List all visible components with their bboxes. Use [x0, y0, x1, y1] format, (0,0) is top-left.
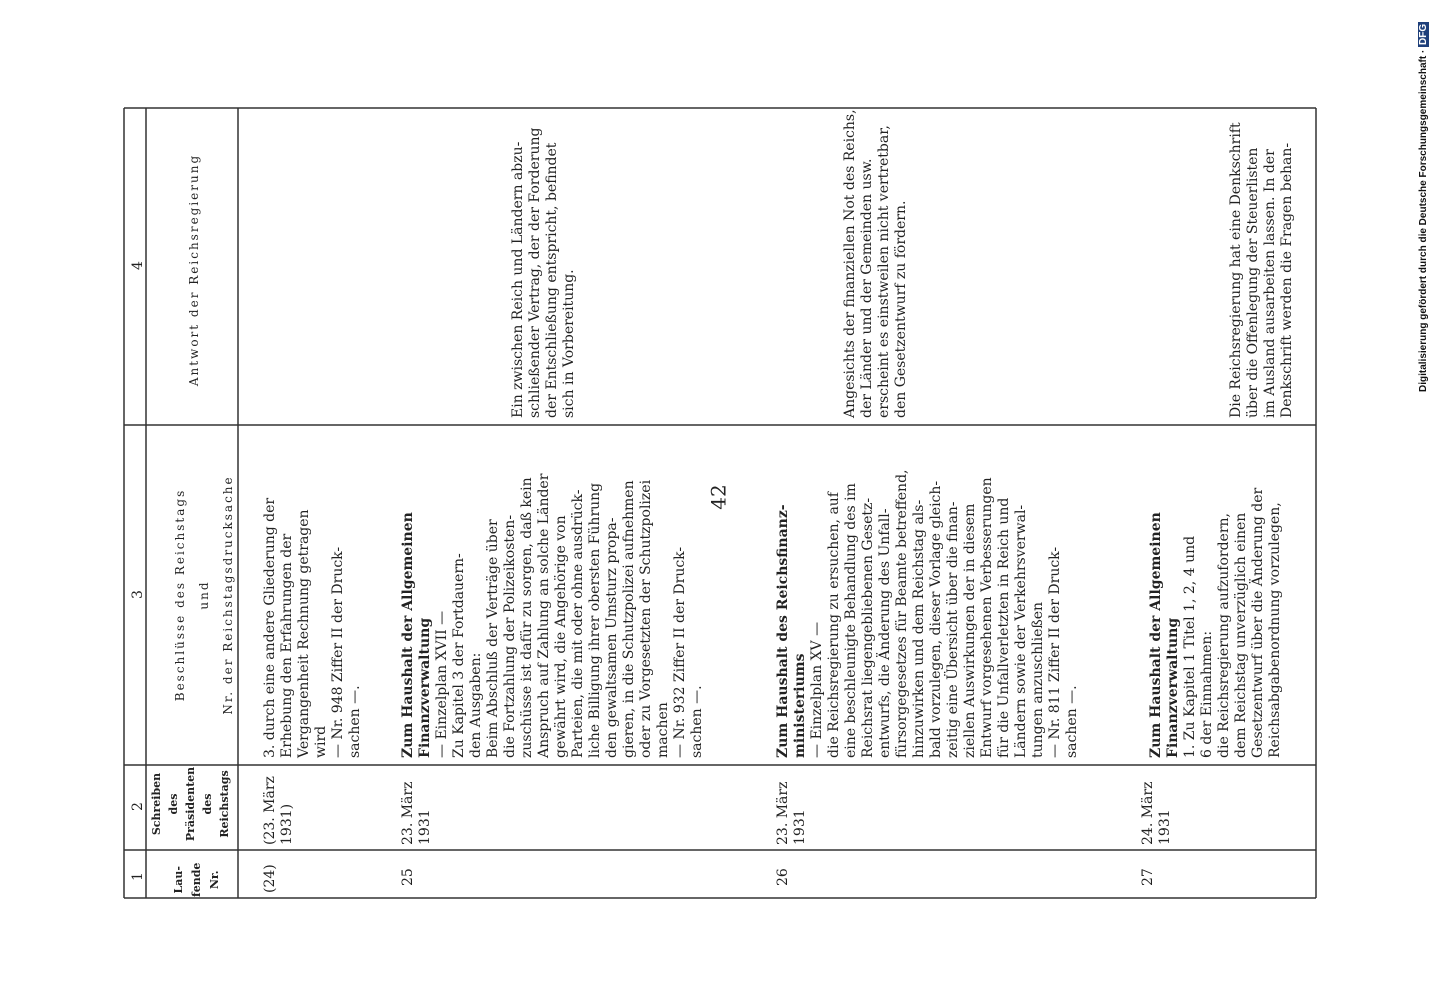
row-25-number: 25 [400, 868, 416, 886]
row-27-answer: Die Reichsregierung hat eine Denkschrift über die Offenlegung der Steuerlisten im Ausland ausarbeiten lassen. In der Denkschrift werden die Fragen behan- [1228, 122, 1295, 418]
col2-header: Schreiben des Präsidenten des Reichstags [150, 766, 231, 842]
row-27-number: 27 [1140, 868, 1156, 886]
col1-header: Lau- fende Nr. [172, 862, 221, 897]
dfg-credit [1418, 22, 1429, 392]
row-25-date: 23. März 1931 [400, 781, 433, 845]
row-24-date: (23. März 1931) [262, 776, 295, 845]
dfg-credit-text: Digitalisierung gefördert durch die Deutsche Forschungsgemeinschaft · [1418, 46, 1429, 392]
row-25-answer: Ein zwischen Reich und Ländern abzu- schließender Vertrag, der der Forderung der Entschließung entspricht, befindet sich in Vorbereitung. [510, 127, 577, 418]
col-num-3: 3 [130, 590, 146, 599]
row-24-resolution: 3. durch eine andere Gliederung der Erhebung den Erfahrungen der Vergangenheit Rechnung getragen wird — Nr. 948 Ziffer II der Druck- sachen —. [262, 497, 363, 758]
row-26-date: 23. März 1931 [775, 781, 808, 845]
row-27-resolution: Zum Haushalt der Allgemeinen Finanzverwaltung 1. Zu Kapitel 1 Titel 1, 2, 4 und 6 der Einnahmen: die Reichsregierung aufzufordern, dem Reichstag unverzüglich einen Gesetzentwurf über die Änderung der Reichsabgabenordnung vorzulegen, [1148, 487, 1283, 758]
col-num-2: 2 [130, 802, 146, 811]
row-26-answer: Angesichts der finanziellen Not des Reichs, der Länder und der Gemeinden usw. erscheint es einstweilen nicht vertretbar, den Gesetzentwurf zu fördern. [842, 109, 909, 418]
row-27-date: 24. März 1931 [1140, 781, 1173, 845]
col4-header: Antwort der Reichsregierung [187, 153, 201, 387]
row-26-resolution: Zum Haushalt des Reichsfinanz- ministeriums — Einzelplan XV — die Reichsregierung zu ersuchen, auf eine beschleunigte Behandlung des im Reichsrat liegengebliebenen Gesetz- entwurfs, die Änderung des Unfall- fürsorgegesetzes für Beamte betreffend, hinzuwirken und dem Reichstag als- bald vorzulegen, dieser Vorlage gleich- zeitig eine Übersicht über die finan- ziellen Auswirkungen der in diesem Entwurf vorgesehenen Verbesserungen für die Unfallverletzten in Reich und Ländern sowie der Verkehrsverwal- tungen anzuschließen — Nr. 811 Ziffer II der Druck- sachen —. [775, 469, 1080, 758]
dfg-logo: DFG [1418, 23, 1429, 45]
row-24-number: (24) [262, 864, 278, 893]
col-num-1: 1 [130, 872, 146, 881]
col3-header: Beschlüsse des Reichstags und Nr. der Reichstagsdrucksache [173, 475, 235, 715]
col-num-4: 4 [130, 261, 146, 270]
row-26-number: 26 [775, 868, 791, 886]
page-number: 42 [706, 484, 731, 510]
row-25-resolution: Zum Haushalt der Allgemeinen Finanzverwaltung — Einzelplan XVII — Zu Kapitel 3 der Fortdauern- den Ausgaben: Beim Abschluß der Verträge über die Fortzahlung der Polizeikosten- zuschüsse ist dafür zu sorgen, daß kein Anspruch auf Zahlung an solche Länder gewährt wird, die Angehörige von Parteien, die mit oder ohne ausdrück- liche Billigung ihrer obersten Führung den gewaltsamen Umsturz propa- gieren, in die Schutzpolizei aufnehmen oder zu Vorgesetzten der Schutzpolizei machen — Nr. 932 Ziffer II der Druck- sachen —. [400, 473, 705, 758]
